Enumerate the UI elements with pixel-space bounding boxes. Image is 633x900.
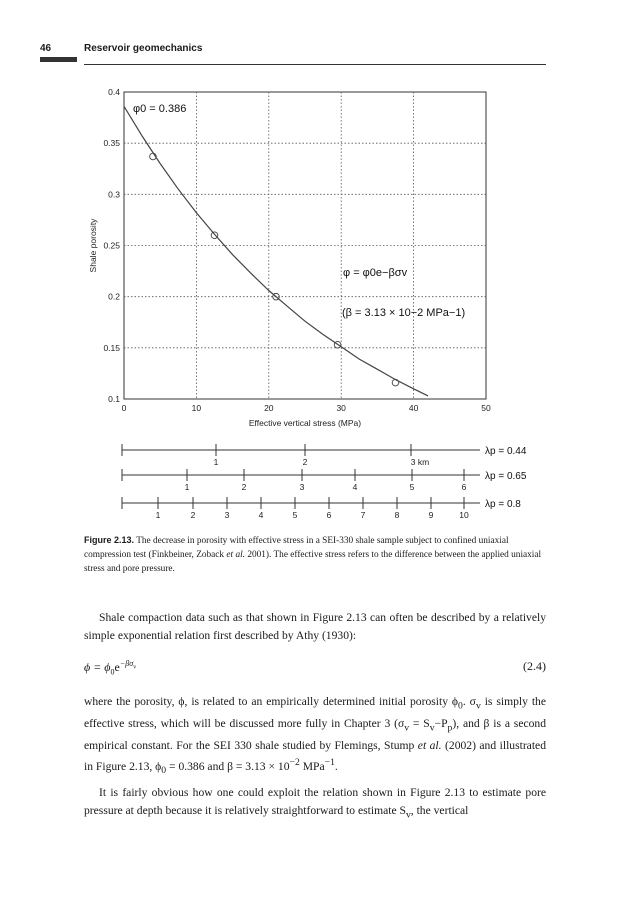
caption-text-a: The decrease in porosity with effective stress in a SEI-330 shale sample subject to confined uniaxial compression test (Finkbeiner, Zoback bbox=[84, 536, 509, 560]
y-tick-label: 0.1 bbox=[108, 394, 120, 404]
paragraph-3: It is fairly obvious how one could exploit the relation shown in Figure 2.13 to estimate pore pressure at depth because it is relatively straightforward to estimate $S_v$, the vertical bbox=[84, 786, 546, 820]
depth-scale-tick-label: 4 bbox=[352, 482, 358, 492]
depth-scale-tick-label: 2 bbox=[190, 510, 196, 520]
x-tick-label: 0 bbox=[121, 403, 127, 413]
plot-area bbox=[88, 87, 491, 428]
depth-scale-tick-label: 3 bbox=[299, 482, 305, 492]
depth-scale-tick-label: 6 bbox=[326, 510, 332, 520]
depth-scale-tick-label: 10 bbox=[459, 510, 469, 520]
lambda-label: λp = 0.44 bbox=[485, 446, 527, 457]
x-tick-label: 50 bbox=[481, 403, 491, 413]
y-tick-label: 0.35 bbox=[103, 138, 120, 149]
data-point bbox=[392, 379, 399, 386]
x-tick-label: 40 bbox=[408, 403, 419, 413]
depth-scale-tick-label: 3 bbox=[224, 510, 230, 520]
fit-curve bbox=[124, 106, 428, 396]
equation-expression: $\phi = \phi_0e^{-\beta\sigma_v}$ bbox=[84, 659, 137, 677]
y-tick-label: 0.3 bbox=[108, 189, 120, 200]
depth-scale-tick-label: 5 bbox=[292, 510, 298, 520]
depth-scale-tick-label: 7 bbox=[360, 510, 366, 520]
x-tick-label: 10 bbox=[191, 403, 202, 413]
annotation-beta: (β = 3.13 × 10−2 MPa−1) bbox=[342, 307, 466, 319]
caption-text-b: 2001). The effective stress refers to the difference between the applied uniaxial stress and pore pressure. bbox=[84, 550, 542, 574]
y-tick-label: 0.2 bbox=[108, 291, 120, 302]
depth-scale-tick-label: 2 bbox=[241, 482, 247, 492]
x-axis-label: Effective vertical stress (MPa) bbox=[248, 418, 362, 428]
x-tick-label: 20 bbox=[264, 403, 274, 413]
y-tick-label: 0.4 bbox=[108, 87, 120, 97]
depth-scale-tick-label: 3 km bbox=[410, 457, 430, 467]
depth-scale-tick-label: 8 bbox=[394, 510, 400, 520]
plot-frame bbox=[124, 92, 486, 399]
paragraph-1: Shale compaction data such as that shown in Figure 2.13 can often be described by a relatively simple exponential relation first described by Athy (1930): bbox=[84, 611, 546, 642]
depth-scale-tick-label: 5 bbox=[409, 482, 415, 492]
lambda-label: λp = 0.65 bbox=[485, 471, 527, 482]
running-title: Reservoir geomechanics bbox=[84, 43, 203, 54]
depth-scale-tick-label: 2 bbox=[302, 457, 308, 467]
x-tick-label: 30 bbox=[336, 403, 346, 413]
annotation-equation: φ = φ0e−βσv bbox=[343, 267, 408, 279]
depth-scale-tick-label: 1 bbox=[155, 510, 161, 520]
depth-scale-tick-label: 1 bbox=[184, 482, 190, 492]
y-tick-label: 0.25 bbox=[103, 240, 120, 251]
figure-caption bbox=[84, 533, 546, 576]
depth-scale-tick-label: 9 bbox=[428, 510, 434, 520]
lambda-scales bbox=[122, 444, 527, 520]
caption-label: Figure 2.13. bbox=[84, 535, 135, 545]
data-point bbox=[211, 232, 218, 239]
y-axis-label: Shale porosity bbox=[88, 218, 98, 273]
y-tick-label: 0.15 bbox=[103, 342, 120, 353]
annotation-phi0: φ0 = 0.386 bbox=[133, 103, 187, 115]
lambda-label: λp = 0.8 bbox=[485, 499, 521, 510]
depth-scale-tick-label: 6 bbox=[461, 482, 467, 492]
equation-2-4 bbox=[84, 659, 546, 677]
page-number: 46 bbox=[40, 43, 52, 54]
paragraph-2: where the porosity, ϕ, is related to an empirically determined initial porosity $\phi_0$. $\sigma_v$ is simply the effective stress, which will be discussed more fully in Chapter 3 $(\sigma_v = S_v-P_p)$, and β is a second empirical constant. For the SEI 330 shale studied by Flemings, Stump et al. (2002) and illustrated in Figure 2.13, $\phi_0 = 0.386$ and $\beta = 3.13 \times 10^{-2}$ MPa$^{-1}$. bbox=[84, 695, 546, 777]
equation-number: (2.4) bbox=[523, 659, 546, 673]
depth-scale-tick-label: 4 bbox=[258, 510, 264, 520]
caption-et-al: et al. bbox=[226, 550, 245, 560]
depth-scale-tick-label: 1 bbox=[213, 457, 219, 467]
